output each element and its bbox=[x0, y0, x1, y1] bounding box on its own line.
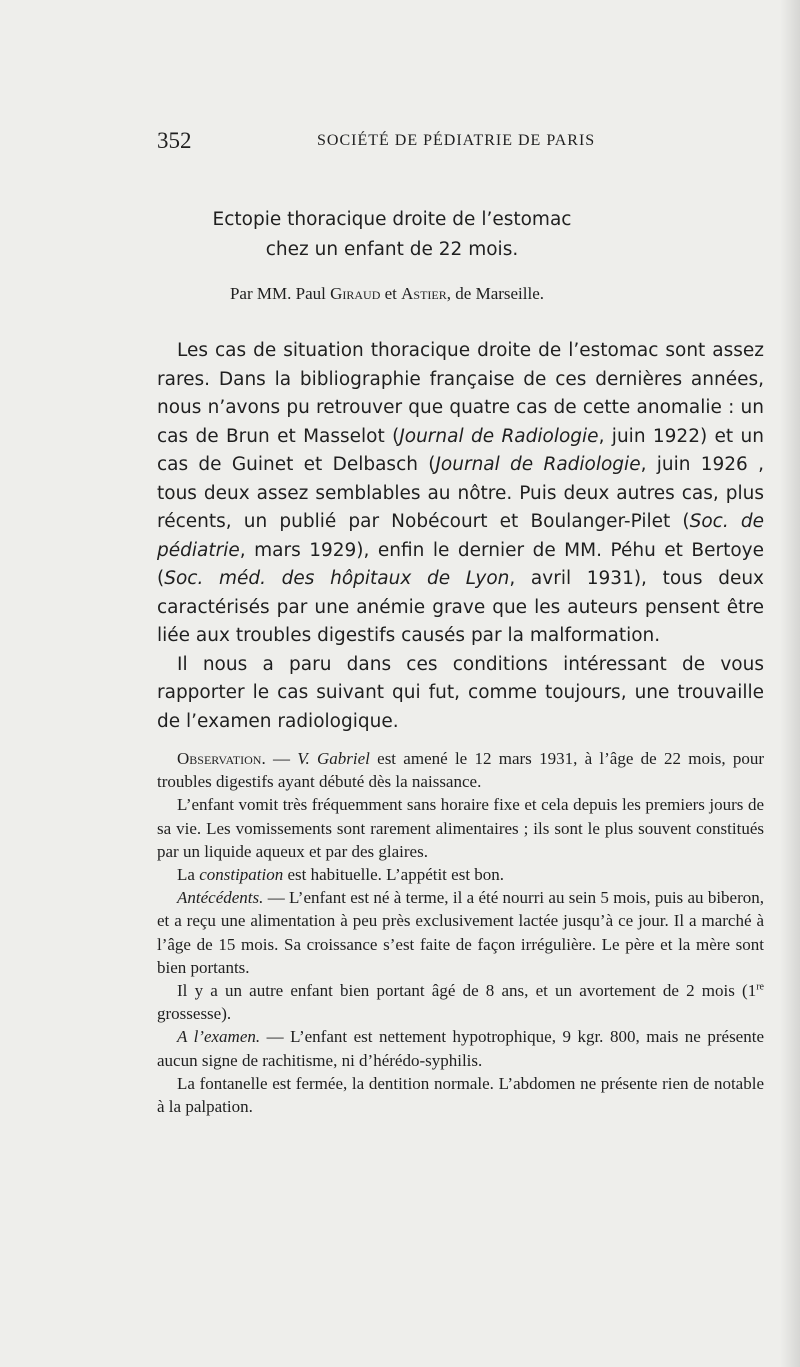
body-paragraph-2: Il nous a paru dans ces conditions intéressant de vous rapporter le cas suivant qui fut, comme toujours, une trouvaille de l’examen radiologique. bbox=[157, 653, 764, 732]
author-astier: Astier bbox=[401, 284, 447, 303]
author-byline bbox=[157, 284, 617, 304]
text-run: est amené le 12 mars 1931, à l’âge de 22 mois, pour troubles digestifs ayant débuté dès la naissance. bbox=[157, 749, 765, 792]
text-run: La bbox=[177, 865, 200, 885]
observation-paragraph-7: La fontanelle est fermée, la dentition normale. L’abdomen ne présente rien de notable à la palpation. bbox=[157, 1073, 764, 1117]
byline-and: et bbox=[380, 284, 402, 303]
text-run: , juin 1926 , tous deux assez semblables au nôtre. Puis deux autres cas, plus récents, un publié par Nobécourt et Boulanger-Pilet ( bbox=[157, 454, 764, 532]
observation-paragraph-3 bbox=[157, 863, 764, 886]
text-run: Les cas de situation thoracique droite de l’estomac sont assez rares. Dans la bibliographie française de ces dernières années, nous n’avons pu retrouver que quatre cas de cette anomalie : un cas de Brun et Masselot ( bbox=[157, 340, 764, 447]
observation-paragraph-2: L’enfant vomit très fréquemment sans horaire fixe et cela depuis les premiers jours de sa vie. Les vomissements sont rarement alimentaires ; ils sont le plus souvent constitués par un liquide aqueux et par des glaires. bbox=[157, 795, 764, 861]
text-run: , mars 1929), enfin le dernier de MM. Péhu et Bertoye ( bbox=[157, 539, 764, 589]
section-heading: Antécédents. bbox=[177, 888, 264, 908]
reference-title: Journal de Radiologie bbox=[399, 425, 599, 447]
article-title bbox=[157, 205, 627, 265]
patient-name: V. Gabriel bbox=[297, 749, 370, 768]
observation-label: Observation bbox=[177, 749, 262, 768]
reference-title: Soc. de pédiatrie bbox=[157, 511, 764, 561]
running-title: SOCIÉTÉ DE PÉDIATRIE DE PARIS bbox=[317, 132, 596, 149]
text-run: — L’enfant est nettement hypotrophique, 9 kgr. 800, mais ne présente aucun signe de rachitisme, ni d’hérédo-syphilis. bbox=[157, 1027, 765, 1070]
section-heading: A l’examen. bbox=[177, 1027, 261, 1047]
observation-section bbox=[157, 747, 764, 1118]
observation-paragraph-6 bbox=[157, 1025, 764, 1071]
byline-suffix: , de Marseille. bbox=[446, 284, 545, 303]
text-run: grossesse). bbox=[157, 1004, 232, 1024]
text-run: . — bbox=[261, 749, 298, 768]
page-edge-shadow bbox=[780, 0, 800, 1367]
byline-prefix: Par MM. Paul bbox=[229, 284, 331, 303]
text-run: , juin 1922) et un cas de Guinet et Delbasch ( bbox=[157, 425, 764, 475]
body-paragraph-1 bbox=[157, 337, 764, 651]
title-line-1: Ectopie thoracique droite de l’estomac bbox=[212, 209, 572, 230]
text-run: — L’enfant est né à terme, il a été nourri au sein 5 mois, puis au biberon, et a reçu une alimentation à peu près exclusivement lactée jusqu’à ce jour. Il a marché à l’âge de 15 mois. Sa croissance s’est faite de façon irrégulière. Le père et la mère sont bien portants. bbox=[157, 888, 764, 977]
article-body bbox=[157, 337, 764, 736]
author-giraud: Giraud bbox=[330, 284, 381, 303]
title-line-2: chez un enfant de 22 mois. bbox=[265, 239, 519, 260]
text-run: , avril 1931), tous deux caractérisés par une anémie grave que les auteurs pensent être liée aux troubles digestifs causés par la malformation. bbox=[157, 568, 764, 646]
observation-paragraph-1 bbox=[157, 747, 764, 793]
reference-title: Soc. méd. des hôpitaux de Lyon bbox=[164, 568, 510, 589]
text-run: Il y a un autre enfant bien portant âgé de 8 ans, et un avortement de 2 mois (1 bbox=[177, 981, 757, 1001]
page-number: 352 bbox=[157, 128, 192, 153]
reference-title: Journal de Radiologie bbox=[435, 454, 641, 475]
superscript: re bbox=[756, 981, 764, 993]
text-run: est habituelle. L’appétit est bon. bbox=[283, 865, 505, 885]
page-header bbox=[157, 128, 617, 158]
emphasis: constipation bbox=[199, 865, 284, 885]
observation-paragraph-5 bbox=[157, 979, 764, 1025]
observation-paragraph-4 bbox=[157, 886, 764, 979]
